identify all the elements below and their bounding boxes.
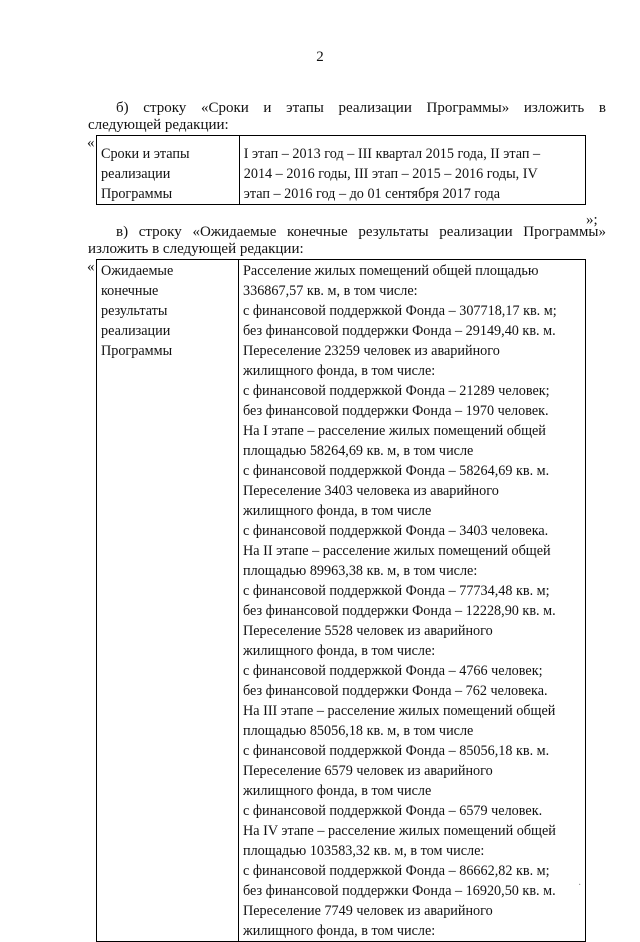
section-b-intro-line1: б) строку «Сроки и этапы реализации Программы» изложить в — [116, 100, 606, 116]
results-value-line: На II этапе – расселение жилых помещений общей — [243, 543, 551, 559]
results-value-line: На III этапе – расселение жилых помещений общей — [243, 703, 556, 719]
results-value-line: Переселение 7749 человек из аварийного — [243, 903, 493, 919]
results-label-line: результаты — [101, 303, 168, 319]
results-value-line: без финансовой поддержки Фонда – 12228,90 кв. м. — [243, 603, 556, 619]
results-value-line: Переселение 5528 человек из аварийного — [243, 623, 493, 639]
terms-table-row — [97, 136, 586, 205]
results-value-line: с финансовой поддержкой Фонда – 77734,48 кв. м; — [243, 583, 550, 599]
results-value-line: площадью 85056,18 кв. м, в том числе — [243, 723, 474, 739]
results-value-line: 336867,57 кв. м, в том числе: — [243, 283, 418, 299]
results-label-line: Программы — [101, 343, 173, 359]
section-v-intro-line2: изложить в следующей редакции: — [88, 241, 304, 257]
terms-value-cell — [239, 136, 585, 205]
terms-label-line: реализации — [101, 166, 171, 182]
terms-table — [96, 135, 586, 205]
results-value-line: Переселение 3403 человека из аварийного — [243, 483, 499, 499]
terms-value-line: этап – 2016 год – до 01 сентября 2017 года — [243, 186, 501, 202]
results-value-line: без финансовой поддержки Фонда – 1970 человек. — [243, 403, 549, 419]
results-label-line: реализации — [101, 323, 171, 339]
terms-label-line: Сроки и этапы — [101, 146, 190, 162]
results-value-line: Расселение жилых помещений общей площадью — [243, 263, 539, 279]
terms-label-line: Программы — [101, 186, 173, 202]
results-value-line: без финансовой поддержки Фонда – 16920,50 кв. м. — [243, 883, 556, 899]
results-value-line: жилищного фонда, в том числе: — [243, 923, 436, 939]
results-value-line: с финансовой поддержкой Фонда – 58264,69 кв. м. — [243, 463, 550, 479]
section-v-intro-line1: в) строку «Ожидаемые конечные результаты реализации Программы» — [116, 224, 606, 240]
terms-label-cell — [97, 136, 240, 205]
results-value-line: Переселение 23259 человек из аварийного — [243, 343, 500, 359]
results-value-line: жилищного фонда, в том числе — [243, 783, 432, 799]
section-b-intro-line2: следующей редакции: — [88, 117, 229, 133]
results-value-line: На I этапе – расселение жилых помещений общей — [243, 423, 546, 439]
results-value-line: с финансовой поддержкой Фонда – 3403 человека. — [243, 523, 549, 539]
corner-mark: · — [578, 880, 582, 891]
results-label-line: Ожидаемые — [101, 263, 174, 279]
results-value-line: с финансовой поддержкой Фонда – 307718,17 кв. м; — [243, 303, 557, 319]
results-value-line: жилищного фонда, в том числе: — [243, 363, 436, 379]
terms-value-line: I этап – 2013 год – III квартал 2015 года, II этап – — [243, 146, 541, 162]
results-value-line: с финансовой поддержкой Фонда – 4766 человек; — [243, 663, 543, 679]
results-value-line: площадью 58264,69 кв. м, в том числе — [243, 443, 474, 459]
results-value-line: жилищного фонда, в том числе — [243, 503, 432, 519]
results-value-line: без финансовой поддержки Фонда – 762 человека. — [243, 683, 548, 699]
results-table — [96, 259, 586, 942]
opening-quote-terms: « — [87, 135, 95, 151]
results-value-line: На IV этапе – расселение жилых помещений общей — [243, 823, 556, 839]
results-value-line: площадью 89963,38 кв. м, в том числе: — [243, 563, 478, 579]
results-value-line: с финансовой поддержкой Фонда – 86662,82 кв. м; — [243, 863, 550, 879]
results-value-line: без финансовой поддержки Фонда – 29149,40 кв. м. — [243, 323, 556, 339]
results-value-line: с финансовой поддержкой Фонда – 21289 человек; — [243, 383, 550, 399]
results-value-line: жилищного фонда, в том числе: — [243, 643, 436, 659]
results-label-cell — [97, 260, 239, 942]
results-label-line: конечные — [101, 283, 159, 299]
opening-quote-results: « — [87, 259, 95, 275]
results-value-line: площадью 103583,32 кв. м, в том числе: — [243, 843, 485, 859]
results-value-cell — [239, 260, 586, 942]
closing-quote-terms: »; — [586, 212, 598, 228]
page-number: 2 — [316, 49, 324, 65]
results-value-line: с финансовой поддержкой Фонда – 6579 человек. — [243, 803, 543, 819]
terms-value-line: 2014 – 2016 годы, III этап – 2015 – 2016 годы, IV — [243, 166, 538, 182]
results-value-line: Переселение 6579 человек из аварийного — [243, 763, 493, 779]
results-table-row — [97, 260, 586, 942]
results-value-line: с финансовой поддержкой Фонда – 85056,18 кв. м. — [243, 743, 550, 759]
